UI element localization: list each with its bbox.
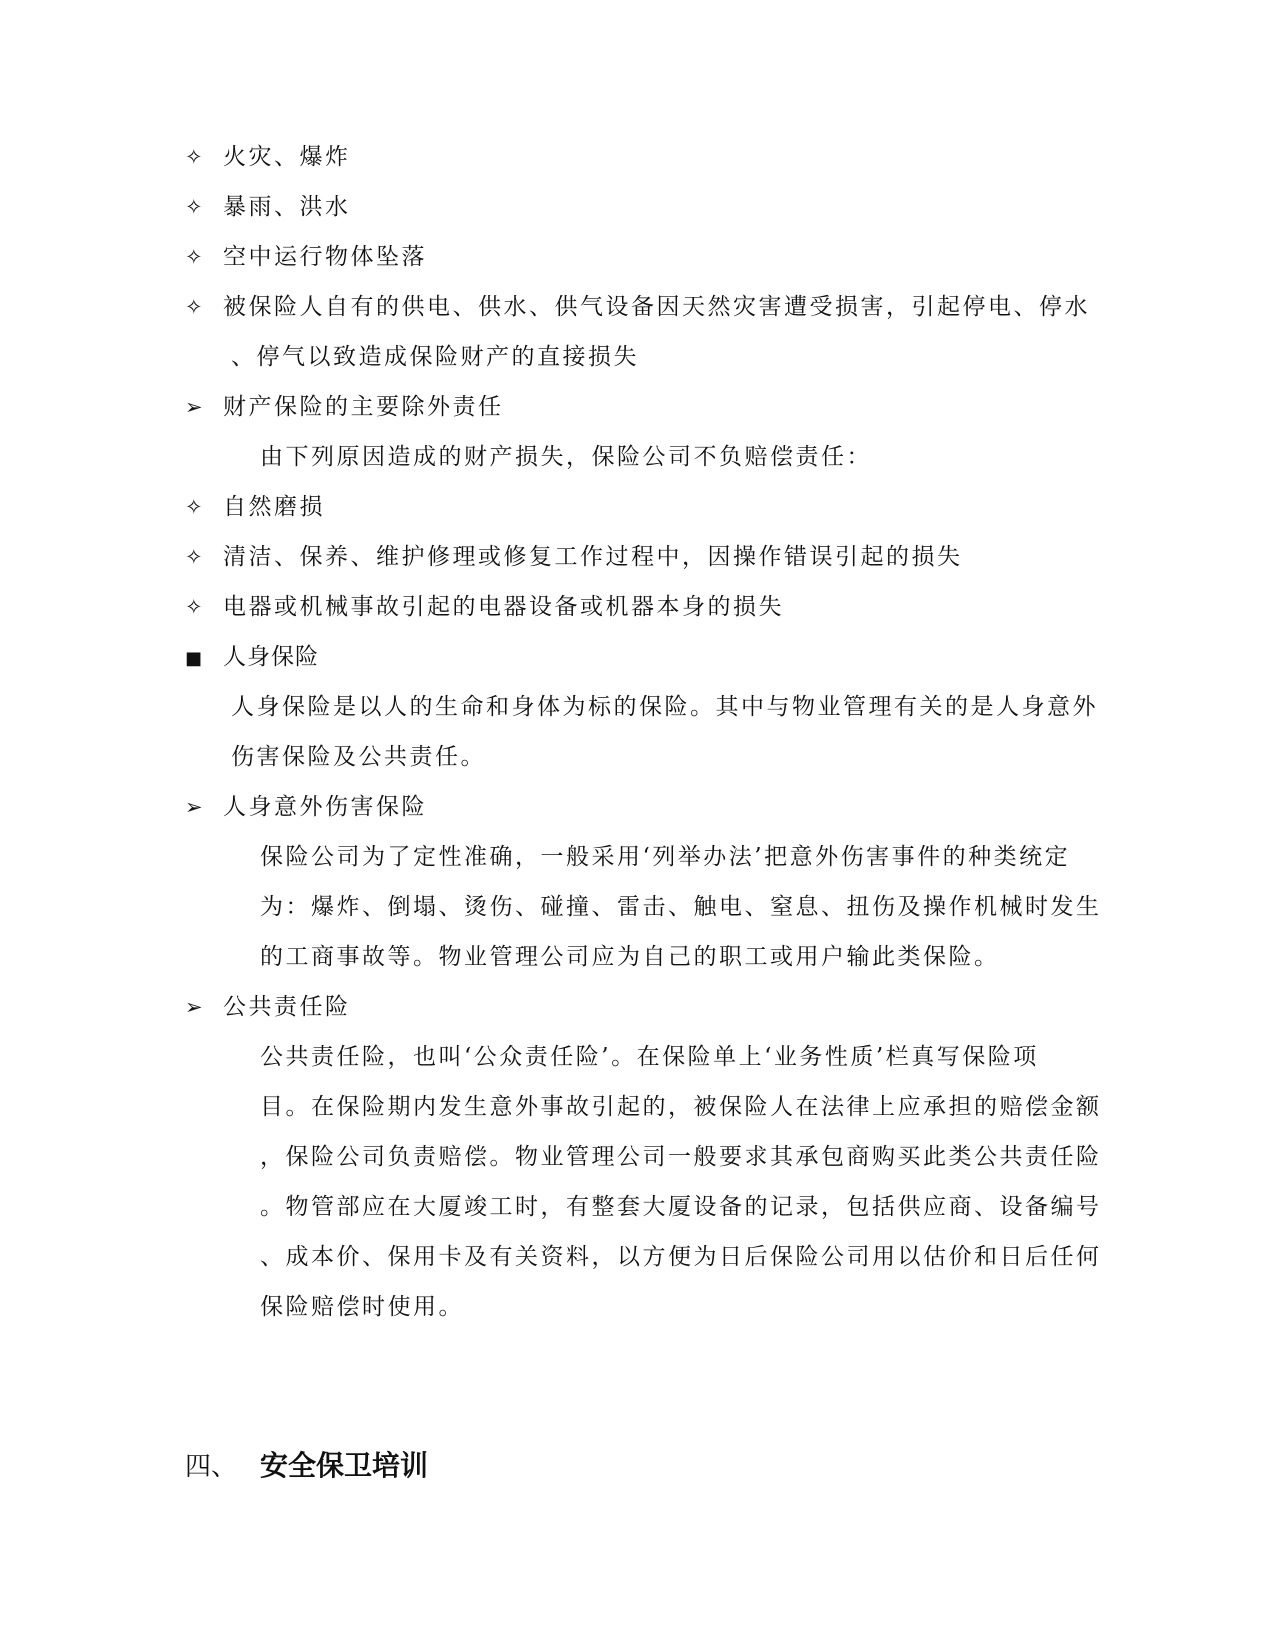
square-bullet-icon: ■ <box>185 648 203 669</box>
paragraph-text: 人身保险是以人的生命和身体为标的保险。其中与物业管理有关的是人身意外 <box>231 694 1098 720</box>
arrow-bullet-icon: ➢ <box>185 995 203 1019</box>
list-item <box>185 192 1085 222</box>
list-item <box>185 492 1085 522</box>
list-item <box>185 592 1085 622</box>
paragraph-text: 由下列原因造成的财产损失，保险公司不负赔偿责任： <box>260 444 872 470</box>
paragraph-text: 为：爆炸、倒塌、烫伤、碰撞、雷击、触电、窒息、扭伤及操作机械时发生 <box>260 894 1102 920</box>
subheading-item <box>185 992 1085 1022</box>
section-title: 安全保卫培训 <box>260 1449 429 1482</box>
diamond-bullet-icon: ✧ <box>185 245 203 269</box>
paragraph-text: 、停气以致造成保险财产的直接损失 <box>231 344 639 370</box>
paragraph-line <box>260 442 1160 472</box>
paragraph-line <box>231 742 1131 772</box>
subheading-item <box>185 392 1085 422</box>
paragraph-line <box>260 942 1160 972</box>
paragraph-text: 公共责任险，也叫‘公众责任险’。在保险单上‘业务性质’栏真写保险项 <box>260 1044 1039 1070</box>
diamond-bullet-icon: ✧ <box>185 545 203 569</box>
paragraph-text: 。物管部应在大厦竣工时，有整套大厦设备的记录，包括供应商、设备编号 <box>260 1194 1102 1220</box>
diamond-bullet-icon: ✧ <box>185 145 203 169</box>
list-item-text: 电器或机械事故引起的电器设备或机器本身的损失 <box>223 594 784 620</box>
paragraph-line <box>260 892 1160 922</box>
list-item <box>185 242 1085 272</box>
paragraph-line <box>260 842 1160 872</box>
paragraph-text: 的工商事故等。物业管理公司应为自己的职工或用户输此类保险。 <box>260 944 1000 970</box>
continuation-line <box>231 342 1131 372</box>
diamond-bullet-icon: ✧ <box>185 595 203 619</box>
list-item <box>185 142 1085 172</box>
paragraph-line <box>260 1092 1160 1122</box>
diamond-bullet-icon: ✧ <box>185 295 203 319</box>
diamond-bullet-icon: ✧ <box>185 495 203 519</box>
arrow-bullet-icon: ➢ <box>185 395 203 419</box>
list-item-text: 自然磨损 <box>223 494 325 520</box>
list-item-text: 清洁、保养、维护修理或修复工作过程中，因操作错误引起的损失 <box>223 544 963 570</box>
list-item <box>185 292 1090 322</box>
paragraph-text: 伤害保险及公共责任。 <box>231 744 486 770</box>
paragraph-line <box>260 1242 1160 1272</box>
list-item-text: 暴雨、洪水 <box>223 194 351 220</box>
list-item-text: 空中运行物体坠落 <box>223 244 427 270</box>
paragraph-line <box>260 1292 1160 1322</box>
paragraph-text: 、成本价、保用卡及有关资料，以方便为日后保险公司用以估价和日后任何 <box>260 1244 1102 1270</box>
section-heading <box>185 1448 428 1485</box>
paragraph-text: 保险公司为了定性准确，一般采用‘列举办法’把意外伤害事件的种类统定 <box>260 844 1071 870</box>
subheading-text: 财产保险的主要除外责任 <box>223 394 504 420</box>
subheading-text: 人身意外伤害保险 <box>223 794 427 820</box>
paragraph-line <box>260 1142 1160 1172</box>
subheading-item <box>185 792 1085 822</box>
section-number: 四、 <box>185 1452 238 1482</box>
paragraph-text: 目。在保险期内发生意外事故引起的，被保险人在法律上应承担的赔偿金额 <box>260 1094 1102 1120</box>
paragraph-text: 保险赔偿时使用。 <box>260 1294 464 1320</box>
list-item <box>185 542 1085 572</box>
list-item-text: 火灾、爆炸 <box>223 144 351 170</box>
list-item-text: 被保险人自有的供电、供水、供气设备因天然灾害遭受损害，引起停电、停水 <box>223 294 1090 320</box>
arrow-bullet-icon: ➢ <box>185 795 203 819</box>
section-item-text: 人身保险 <box>223 644 319 670</box>
paragraph-line <box>231 692 1131 722</box>
paragraph-text: ，保险公司负责赔偿。物业管理公司一般要求其承包商购买此类公共责任险 <box>260 1144 1102 1170</box>
paragraph-line <box>260 1192 1160 1222</box>
diamond-bullet-icon: ✧ <box>185 195 203 219</box>
subheading-text: 公共责任险 <box>223 994 351 1020</box>
section-item <box>185 642 1085 674</box>
paragraph-line <box>260 1042 1160 1072</box>
